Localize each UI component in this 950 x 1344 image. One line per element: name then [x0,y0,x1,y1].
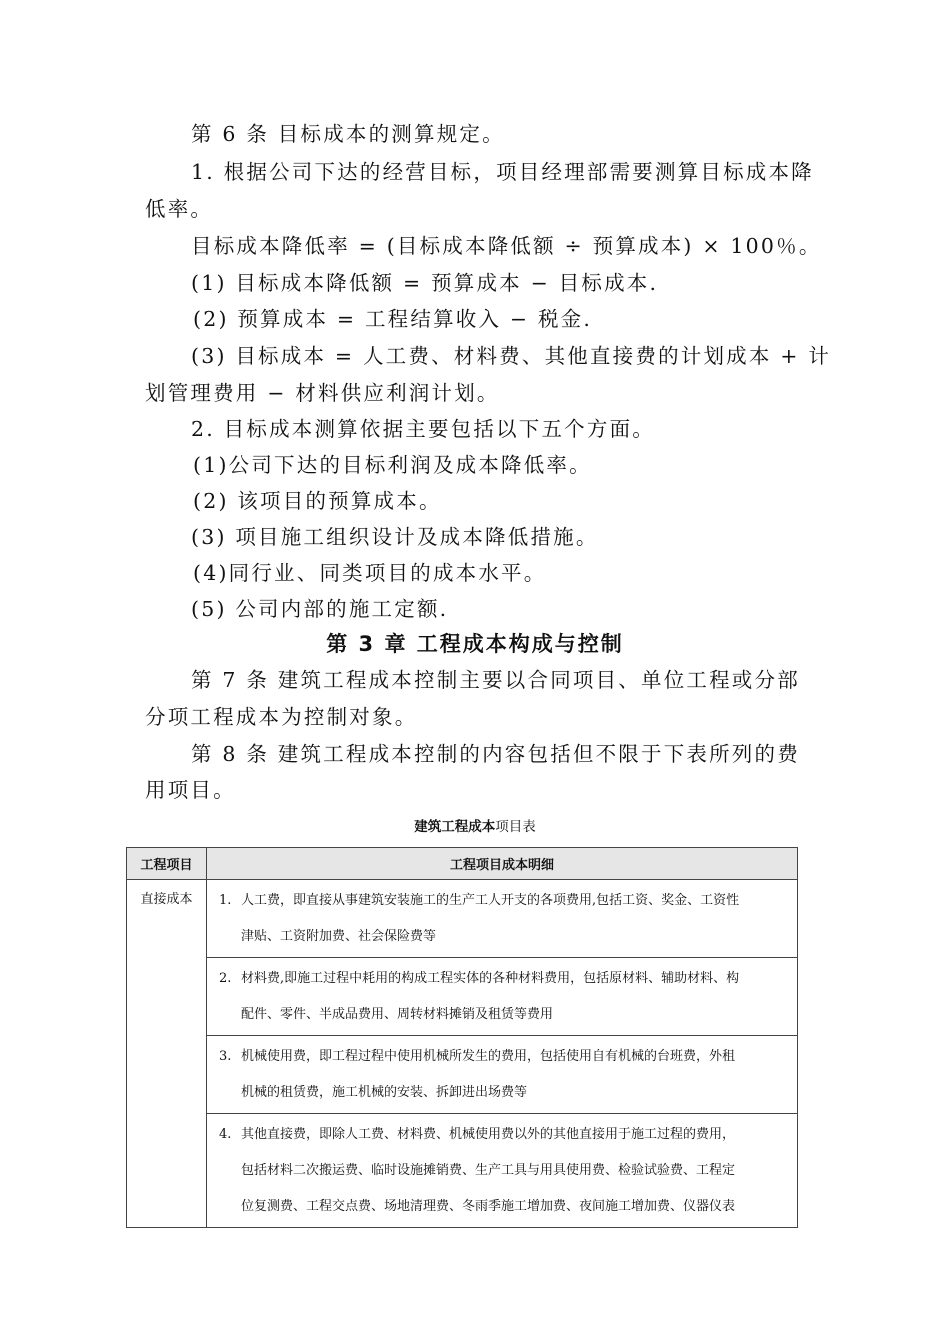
table-title-rest: 项目表 [495,819,536,835]
item-number: 2. [219,971,232,986]
item-number: 4. [219,1127,232,1142]
item-line: 包括材料二次搬运费、临时设施摊销费、生产工具与用具使用费、检验试验费、工程定 [241,1163,736,1178]
chapter-title: 第 3 章 工程成本构成与控制 [326,632,624,656]
article-7-line: 分项工程成本为控制对象。 [145,705,418,729]
paragraph-line: 划管理费用 − 材料供应利润计划。 [145,381,500,405]
item-cell [207,1036,798,1114]
article-8-line: 用项目。 [145,778,236,802]
list-item: (5) 公司内部的施工定额. [191,597,449,621]
paragraph-line: 低率。 [145,197,214,221]
article-6-heading: 第 6 条 目标成本的测算规定。 [191,122,505,146]
item-line: 机械的租赁费，施工机械的安装、拆卸进出场费等 [241,1085,528,1100]
list-item: (3) 项目施工组织设计及成本降低措施。 [191,525,599,549]
table-title-bold: 建筑工程成本 [414,819,496,835]
list-item: (1) 目标成本降低额 = 预算成本 − 目标成本. [191,271,659,295]
article-8-line: 第 8 条 建筑工程成本控制的内容包括但不限于下表所列的费 [191,742,800,766]
item-line: 津贴、工资附加费、社会保险费等 [241,929,437,944]
paragraph-line: 1. 根据公司下达的经营目标，项目经理部需要测算目标成本降 [191,160,814,184]
article-7-line: 第 7 条 建筑工程成本控制主要以合同项目、单位工程或分部 [191,668,800,692]
list-item: (3) 目标成本 = 人工费、材料费、其他直接费的计划成本 + 计 [191,344,832,368]
item-line: 人工费，即直接从事建筑安装施工的生产工人开支的各项费用,包括工资、奖金、工资性 [241,893,740,908]
table-row [127,1114,798,1228]
list-item: (2) 该项目的预算成本。 [193,489,442,513]
item-line: 位复测费、工程交点费、场地清理费、冬雨季施工增加费、夜间施工增加费、仪器仪表 [241,1199,736,1214]
header-detail: 工程项目成本明细 [207,848,798,880]
table-row [127,880,798,958]
category-cell: 直接成本 [127,880,207,1228]
item-cell [207,958,798,1036]
cost-items-table [126,847,798,1228]
list-item: (2) 预算成本 = 工程结算收入 − 税金. [193,307,593,331]
item-line: 机械使用费，即工程过程中使用机械所发生的费用，包括使用自有机械的台班费，外租 [241,1049,736,1064]
item-cell [207,880,798,958]
formula-line: 目标成本降低率 = (目标成本降低额 ÷ 预算成本) × 100％。 [191,234,822,258]
list-item: (1)公司下达的目标利润及成本降低率。 [193,453,592,477]
table-header-row [127,848,798,880]
item-number: 1. [219,893,232,908]
table-title [0,816,950,838]
item-line: 材料费,即施工过程中耗用的构成工程实体的各种材料费用，包括原材料、辅助材料、构 [241,971,740,986]
item-cell [207,1114,798,1228]
item-number: 3. [219,1049,232,1064]
item-line: 其他直接费，即除人工费、材料费、机械使用费以外的其他直接用于施工过程的费用， [241,1127,736,1142]
table-row [127,1036,798,1114]
list-item: (4)同行业、同类项目的成本水平。 [193,561,547,585]
paragraph-line: 2. 目标成本测算依据主要包括以下五个方面。 [191,417,655,441]
table-row [127,958,798,1036]
item-line: 配件、零件、半成品费用、周转材料摊销及租赁等费用 [241,1007,554,1022]
header-project: 工程项目 [127,848,207,880]
